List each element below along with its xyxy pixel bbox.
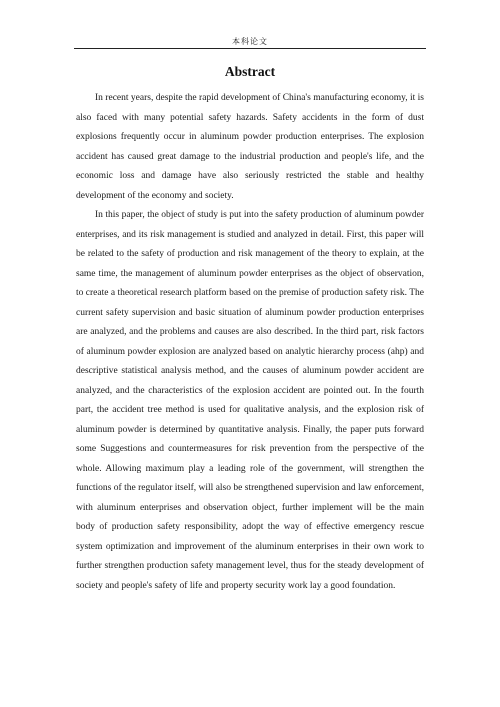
abstract-title: Abstract: [224, 64, 276, 79]
header-divider: [74, 48, 426, 49]
abstract-body: [76, 89, 424, 596]
abstract-paragraph-1: In recent years, despite the rapid development of China's manufacturing economy, it is also faced with many potential safety hazards. Safety accidents in the form of dust explosions frequently occur in aluminum powder production enterprises. The explosion accident has caused great damage to the industrial production and people's life, and the economic loss and damage have also seriously restricted the stable and healthy development of the economy and society.: [76, 93, 424, 201]
abstract-paragraph-2: In this paper, the object of study is put into the safety production of aluminum powder enterprises, and its risk management is studied and analyzed in detail. First, this paper will be related to the safety of production and risk management of the theory to explain, at the same time, the management of aluminum powder enterprises as the object of observation, to create a theoretical research platform based on the premise of production safety risk. The current safety supervision and basic situation of aluminum powder production enterprises are analyzed, and the problems and causes are also described. In the third part, risk factors of aluminum powder explosion are analyzed based on analytic hierarchy process (ahp) and descriptive statistical analysis method, and the causes of aluminum powder accident are analyzed, and the characteristics of the explosion accident are pointed out. In the fourth part, the accident tree method is used for qualitative analysis, and the explosion risk of aluminum powder is determined by quantitative analysis. Finally, the paper puts forward some Suggestions and countermeasures for risk prevention from the perspective of the whole. Allowing maximum play a leading role of the government, will strengthen the functions of the regulator itself, will also be strengthened supervision and law enforcement, with aluminum enterprises and observation object, further implement will be the main body of production safety responsibility, adopt the way of effective emergency rescue system optimization and improvement of the aluminum enterprises in their own work to further strengthen production safety management level, thus for the steady development of society and people's safety of life and property security work lay a good foundation.: [76, 210, 424, 591]
running-header: 本科论文: [232, 37, 268, 46]
